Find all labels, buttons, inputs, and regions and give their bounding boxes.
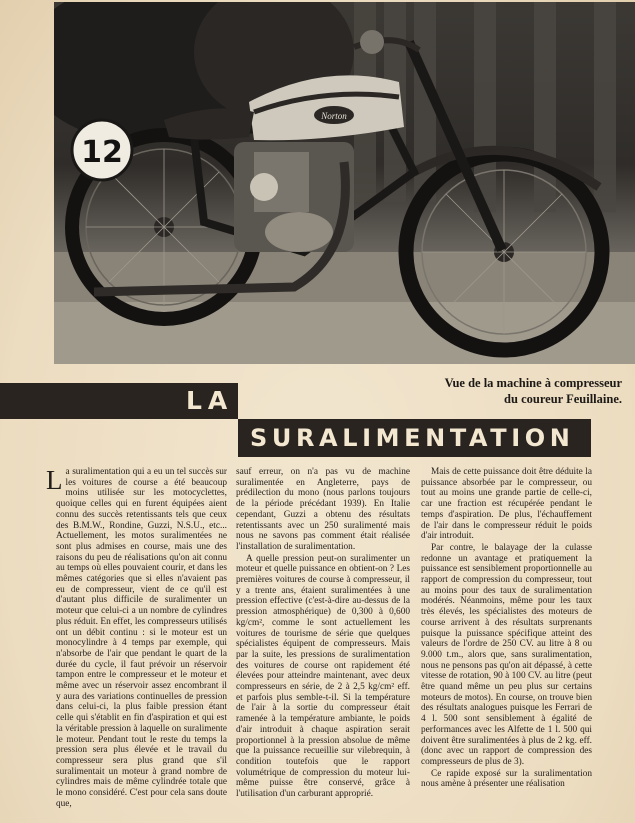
column1-paragraph-1: a suralimentation qui a eu un tel succès sur les voitures de course a été beaucoup moins utilisée sur les motocyclettes, quoique celles qui en furent équipées aient connu des succès retentissants tels que ceux des B.M.W., Rondine, Guzzi, N.S.U., etc... Actuellement, les motos suralimentées ne sont plus admises en course, mais une des raisons du peu de réalisations qu'on ait connu au temps où elles pouvaient courir, et dans les mêmes catégories que si elles n'avaient pas eu de compresseur, vient de ce qu'il est d'autant plus difficile de suralimenter un moteur que celui-ci a un nombre de cylindres plus réduit. En effet, les compresseurs utilisés ont un débit continu : si le moteur est un monocylindre à 4 temps par exemple, qui n'absorbe de l'air que pendant le quart de la durée du cycle, il faut prévoir un réservoir tampon entre le compresseur et le moteur et même avec un réservoir assez encombrant il y aura des variations continuelles de pression dans celui-ci, la plus faible pression étant celle qui s'établit en fin d'aspiration et qui est la véritable pression à laquelle on suralimente le moteur. Pendant tout le reste du temps la pression sera plus élevée et le travail du compresseur sera plus grand que s'il suralimentait un moteur à grand nombre de cylindres mais de même cylindrée totale que le mono considéré. C'est pour cela sans doute que,	[56, 467, 227, 809]
number-plate: 12	[81, 135, 123, 170]
title-part-2: SURALIMENTATION	[250, 424, 575, 452]
column3-paragraph-1: Mais de cette puissance doit être déduite la puissance absorbée par le compresseur, ou tout au moins une grande partie de celle-ci, car une fraction est récupérée pendant le temps d'aspiration. De plus, l'échauffement de l'air dans le compresseur réduit le poids d'air introduit.	[421, 467, 592, 542]
photo-caption	[392, 375, 622, 407]
motorcycle-illustration	[54, 2, 635, 364]
article-column-1	[46, 465, 227, 810]
caption-line-2: du coureur Feuillaine.	[504, 392, 622, 406]
column2-paragraph-2: A quelle pression peut-on suralimenter un moteur et quelle puissance en obtient-on ? Les premières voitures de course à compresseur, il y a trente ans, étaient suralimentées à une pression effective (c'est-à-dire au-dessus de la pression atmosphérique) de 0,300 à 0,600 kg/cm², comme le sont actuellement les voitures de tourisme de série que quelques spécialistes équipent de compresseurs. Mais par la suite, les pressions de suralimentation des voitures de course ont rapidement été élevées pour atteindre maintenant, avec deux compresseurs en série, de 2 à 2,5 kg/cm² eff. et parfois plus semble-t-il. Si la température de l'air à la sortie du compresseur était ramenée à la température ambiante, le poids d'air introduit à chaque aspiration serait proportionnel à la pression absolue de même que la puissance recueillie sur vilebrequin, à condition toutefois que le rapport volumétrique de compression du moteur lui-même puisse être conservé, grâce à l'utilisation d'un carburant approprié.	[236, 553, 410, 800]
column2-paragraph-1: sauf erreur, on n'a pas vu de machine suralimentée en Angleterre, pays de prédilection du mono (nous parlons toujours de la période précédant 1939). En Italie cependant, Guzzi a obtenu des résultats retentissants avec un 250 suralimenté mais nous ne savons pas comment était réalisée l'installation de suralimentation.	[236, 467, 410, 552]
caption-line-1: Vue de la machine à compresseur	[444, 376, 622, 390]
tank-brand: Norton	[321, 111, 347, 121]
motorcycle-photo	[54, 2, 635, 364]
title-part-1: LA	[186, 386, 234, 415]
column3-paragraph-2: Par contre, le balayage der la culasse redonne un avantage et pratiquement la puissance est sensiblement proportionnelle au rapport de compression du compresseur, tout au moins pour des taux de suralimentation modérés. Néanmoins, même pour les taux très élevés, les spécialistes des moteurs de course arrivent à des résultats surprenants puisque la puissance spécifique atteint des valeurs de l'ordre de 250 CV. au litre à 8 ou 9.000 t.m., alors que, sans suralimentation, nous ne pensons pas qu'on ait dépassé, à cette vitesse de rotation, 90 à 100 CV. au litre (peut être quand même un peu plus sur certains moteurs de motos). En course, on trouve bien des résultats analogues puisque les Ferrari de 4 l. 500 sont sensiblement à égalité de performances avec les Alfette de 1 l. 500 qui doivent être suralimentées à plus de 2 kg. eff. (donc avec un rapport de compression des compresseurs de plus de 3).	[421, 542, 592, 767]
article-column-3	[421, 467, 592, 790]
drop-cap: L	[46, 465, 63, 495]
column3-paragraph-3: Ce rapide exposé sur la suralimentation nous amène à présenter une réalisation	[421, 768, 592, 790]
article-column-2	[236, 467, 410, 800]
